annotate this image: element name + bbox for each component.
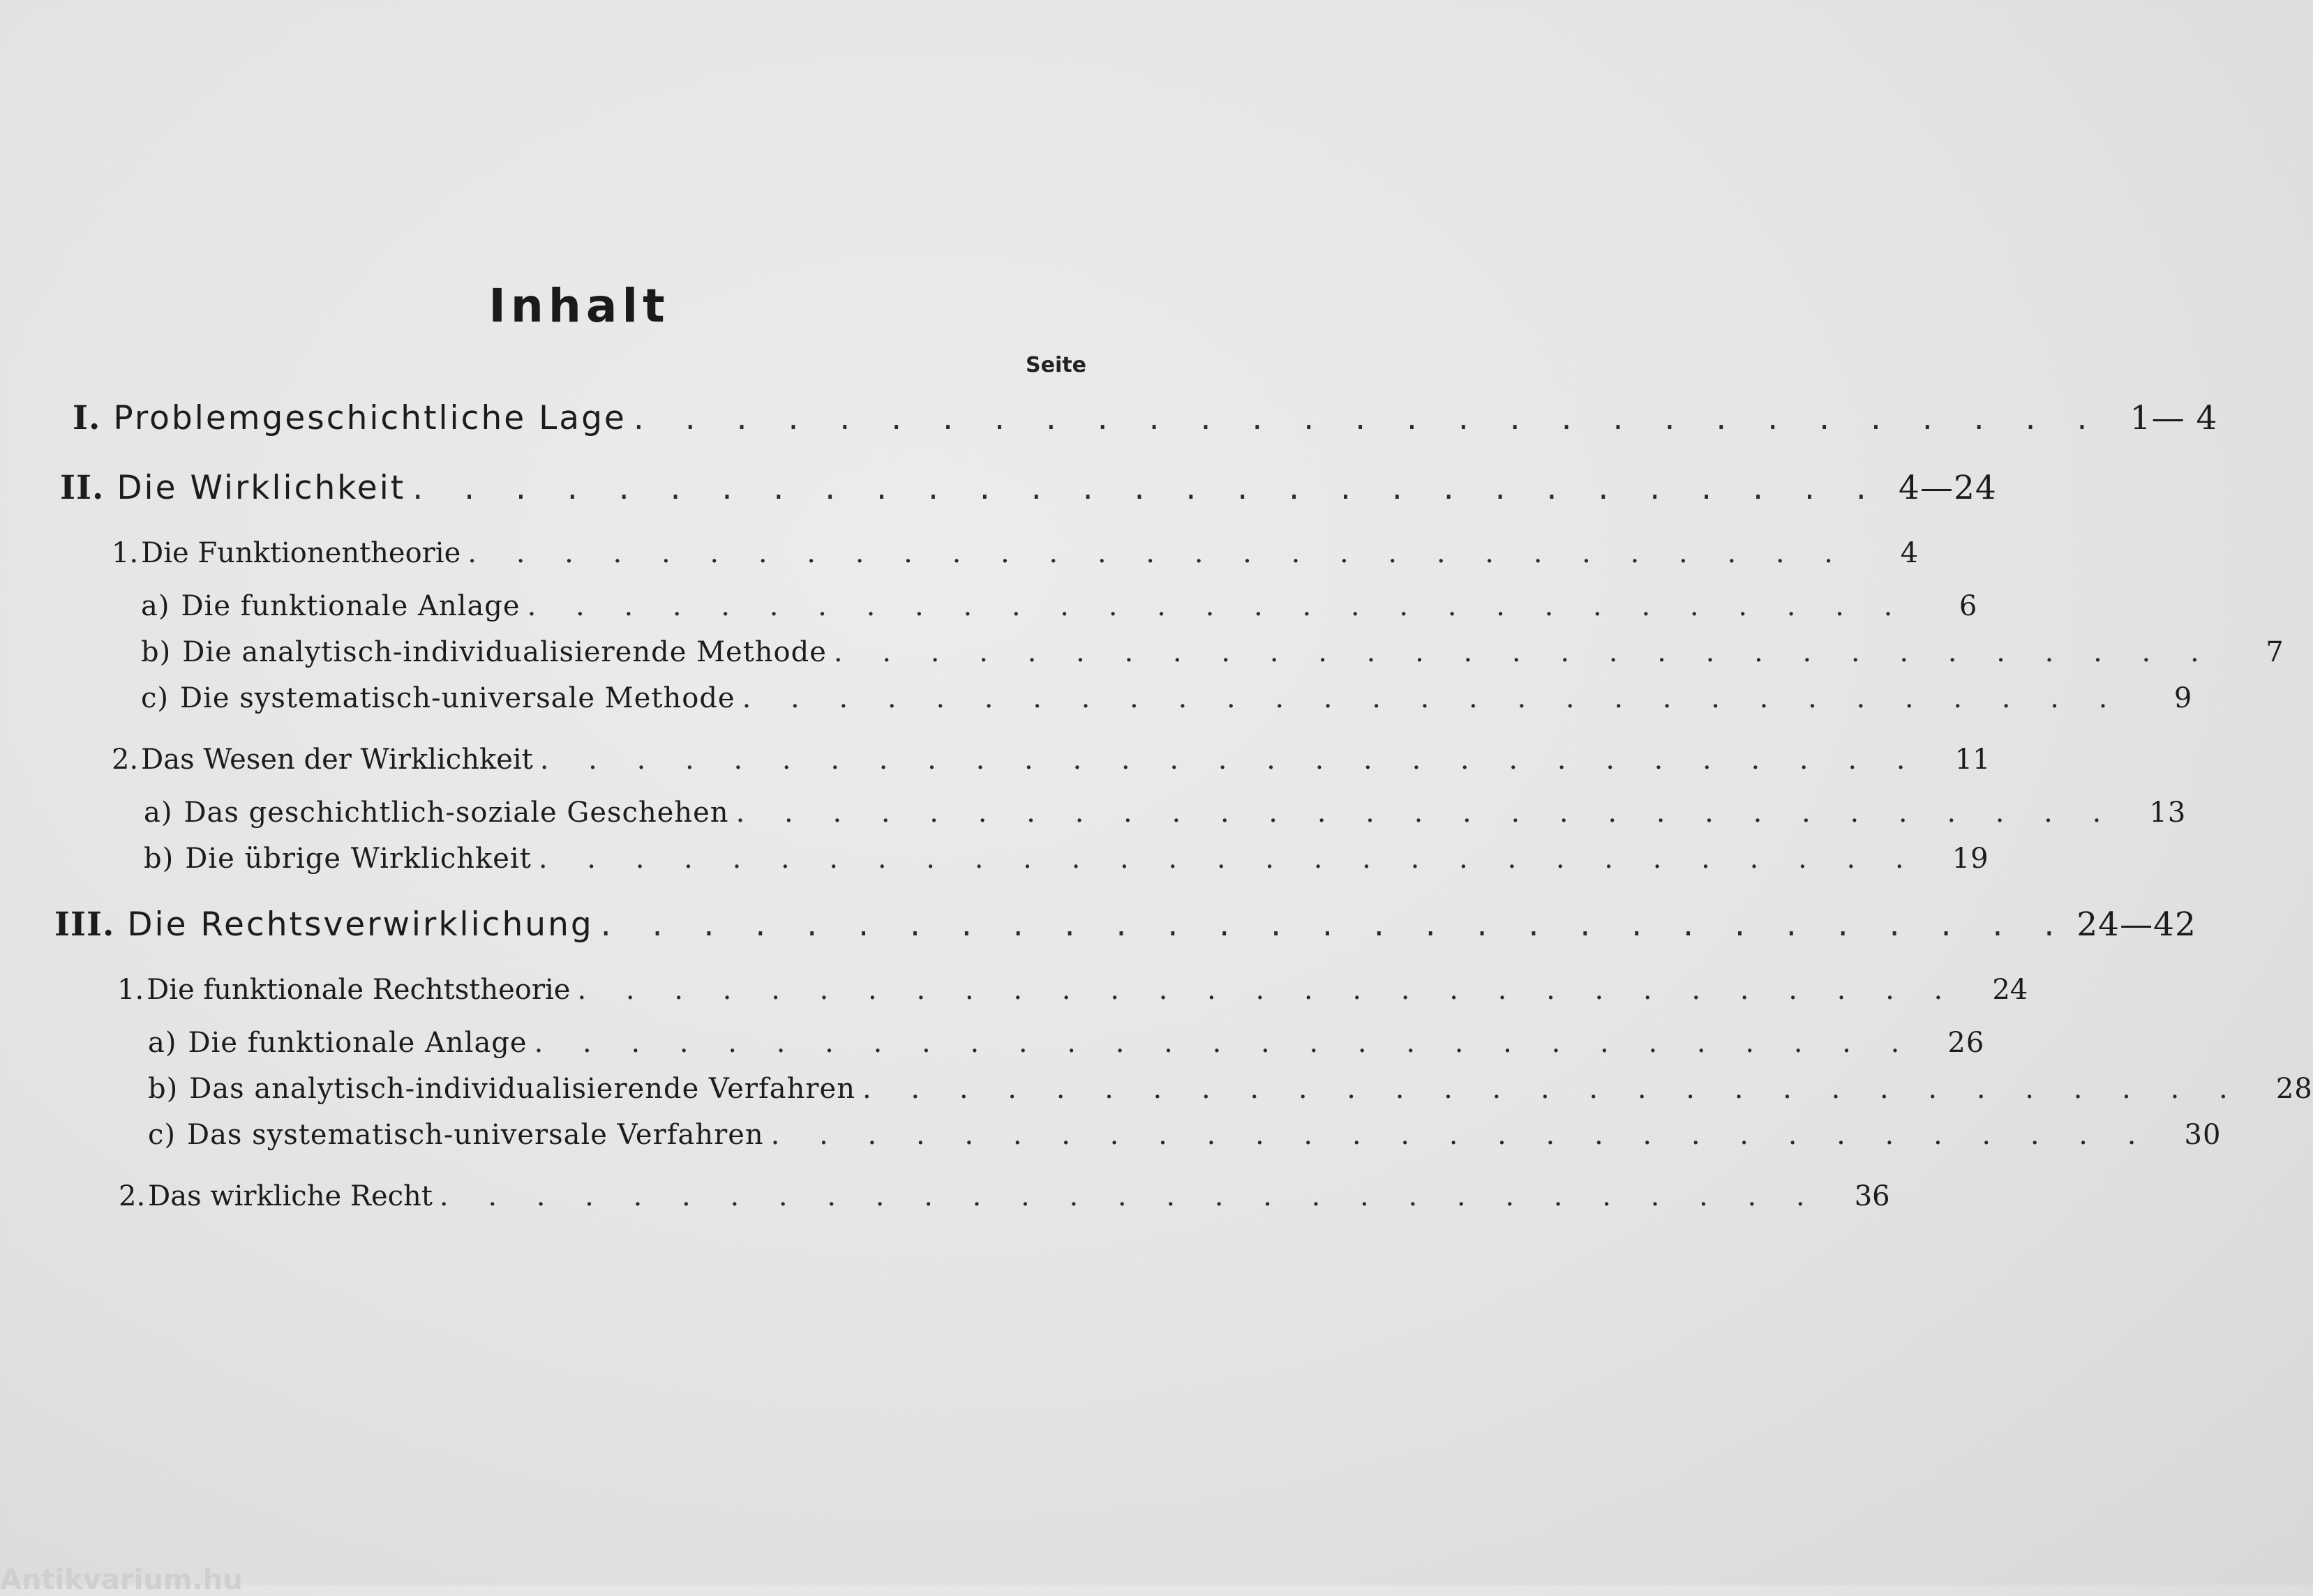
toc-number: II. — [60, 469, 105, 507]
toc-label: Das Wesen der Wirklichkeit — [141, 744, 533, 776]
toc-page: 4—24 — [1899, 469, 1997, 507]
toc-leader: . . . . . . . . . . . . . . . . . . . . . . . . . . . . . — [412, 469, 1882, 507]
toc-page: 1— 4 — [2129, 399, 2218, 437]
toc-number: c) — [148, 1119, 177, 1151]
toc-entry-iii-1-b[interactable] — [148, 1073, 2313, 1105]
toc-entry-ii-2-a[interactable] — [144, 797, 2187, 829]
toc-number: 1. — [112, 537, 139, 569]
toc-entry-ii-2-b[interactable] — [144, 843, 1989, 875]
toc-label: Das analytisch-individualisierende Verfahren — [189, 1073, 855, 1105]
toc-leader: . . . . . . . . . . . . . . . . . . . . . . . . . . . . . — [467, 537, 1849, 569]
toc-entry-ii-1-c[interactable] — [141, 682, 2193, 714]
toc-entry-ii-1-b[interactable] — [141, 636, 2284, 668]
toc-number: b) — [148, 1073, 179, 1105]
toc-label: Das wirkliche Recht — [148, 1180, 433, 1212]
toc-number: a) — [144, 797, 173, 829]
toc-label: Das systematisch-universale Verfahren — [187, 1119, 764, 1151]
toc-page: 9 — [2173, 682, 2193, 714]
toc-number: b) — [144, 843, 174, 875]
toc-number: 1. — [117, 974, 144, 1006]
toc-label: Die funktionale Anlage — [181, 590, 521, 622]
toc-number: 2. — [112, 744, 139, 776]
toc-page: 11 — [1954, 744, 1991, 776]
toc-leader: . . . . . . . . . . . . . . . . . . . . . . . . . . . . . — [862, 1073, 2243, 1105]
toc-label: Die übrige Wirklichkeit — [185, 843, 532, 875]
toc-leader: . . . . . . . . . . . . . . . . . . . . . . . . . . . . . — [742, 682, 2123, 714]
toc-page: 36 — [1854, 1180, 1890, 1212]
toc-entry-iii-1[interactable] — [117, 974, 2028, 1006]
toc-leader: . . . . . . . . . . . . . . . . . . . . . . . . . . . . . — [735, 797, 2117, 829]
toc-label: Die Funktionentheorie — [141, 537, 461, 569]
toc-leader: . . . . . . . . . . . . . . . . . . . . . . . . . . . . . — [538, 843, 1919, 875]
toc-page: 4 — [1900, 537, 1919, 569]
toc-leader: . . . . . . . . . . . . . . . . . . . . . . . . . . . . . — [439, 1180, 1820, 1212]
toc-label: Die Rechtsverwirklichung — [127, 905, 594, 944]
toc-page: 13 — [2149, 797, 2187, 829]
toc-page: 6 — [1959, 590, 1978, 622]
toc-entry-iii-1-c[interactable] — [148, 1119, 2222, 1151]
toc-entry-ii-2[interactable] — [112, 744, 1991, 776]
toc-entry-ii-1-a[interactable] — [141, 590, 1978, 622]
toc-entry-ii[interactable] — [60, 469, 1997, 507]
toc-page: 7 — [2266, 636, 2284, 668]
toc-label: Die funktionale Anlage — [188, 1027, 527, 1059]
toc-label: Die analytisch-individualisierende Methode — [182, 636, 827, 668]
toc-entry-iii[interactable] — [54, 905, 2196, 944]
toc-number: I. — [73, 399, 101, 437]
watermark-logo: Antikvarium.hu — [0, 1564, 243, 1596]
toc-label: Das geschichtlich-soziale Geschehen — [184, 797, 729, 829]
toc-page: 24 — [1992, 974, 2028, 1006]
toc-label: Problemgeschichtliche Lage — [113, 399, 627, 437]
toc-page: 26 — [1947, 1027, 1985, 1059]
toc-label: Die systematisch-universale Methode — [180, 682, 735, 714]
toc-entry-iii-1-a[interactable] — [148, 1027, 1985, 1059]
toc-entry-ii-1[interactable] — [112, 537, 1919, 569]
toc-page: 19 — [1952, 843, 1989, 875]
toc-page: 30 — [2184, 1119, 2222, 1151]
toc-label: Die funktionale Rechtstheorie — [147, 974, 571, 1006]
toc-leader: . . . . . . . . . . . . . . . . . . . . . . . . . . . . . — [534, 1027, 1915, 1059]
toc-entry-i[interactable] — [73, 399, 2218, 437]
toc-leader: . . . . . . . . . . . . . . . . . . . . . . . . . . . . . — [600, 905, 2070, 944]
toc-leader: . . . . . . . . . . . . . . . . . . . . . . . . . . . . . — [833, 636, 2215, 668]
toc-entry-iii-2[interactable] — [119, 1180, 1890, 1212]
toc-leader: . . . . . . . . . . . . . . . . . . . . . . . . . . . . . — [770, 1119, 2152, 1151]
toc-page: 28 — [2275, 1073, 2313, 1105]
toc-leader: . . . . . . . . . . . . . . . . . . . . . . . . . . . . . — [527, 590, 1908, 622]
toc-label: Die Wirklichkeit — [117, 469, 406, 507]
toc-number: c) — [141, 682, 170, 714]
toc-number: b) — [141, 636, 172, 668]
toc-page: 24—42 — [2076, 905, 2196, 944]
page-title: Inhalt — [488, 279, 670, 333]
toc-number: a) — [148, 1027, 177, 1059]
toc-leader: . . . . . . . . . . . . . . . . . . . . . . . . . . . . . — [577, 974, 1959, 1006]
toc-leader: . . . . . . . . . . . . . . . . . . . . . . . . . . . . . — [633, 399, 2103, 437]
toc-number: a) — [141, 590, 170, 622]
toc-number: 2. — [119, 1180, 146, 1212]
toc-number: III. — [54, 905, 115, 944]
toc-leader: . . . . . . . . . . . . . . . . . . . . . . . . . . . . . — [539, 744, 1921, 776]
seite-column-label: Seite — [1026, 353, 1086, 377]
